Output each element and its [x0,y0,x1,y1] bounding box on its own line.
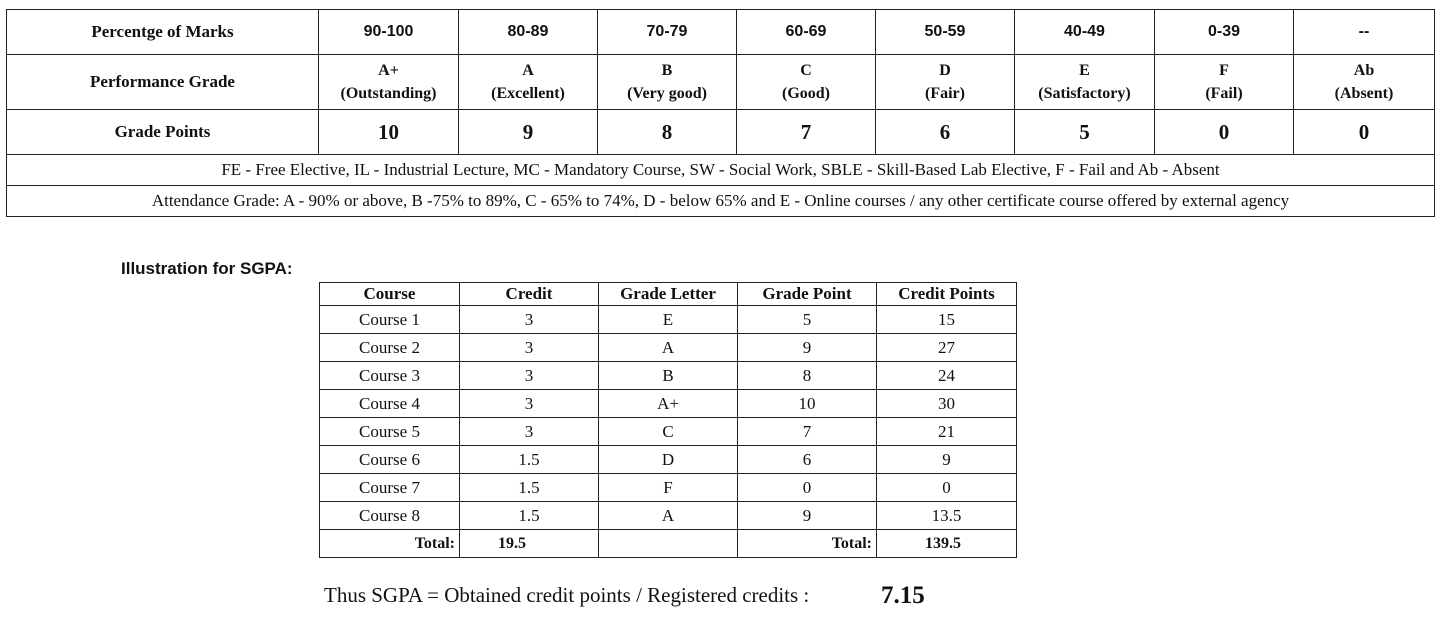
grade-cell [598,55,737,110]
marks-range: -- [1294,10,1435,55]
course-grade: F [599,474,738,502]
course-grade: A [599,502,738,530]
course-grade-point: 9 [738,334,877,362]
course-name: Course 3 [320,362,460,390]
column-header: Grade Letter [599,283,738,306]
sgpa-header-row [320,283,1017,306]
abbreviations-note: FE - Free Elective, IL - Industrial Lecture, MC - Mandatory Course, SW - Social Work, SBLE - Skill-Based Lab Elective, F - Fail and Ab - Absent [7,155,1435,186]
grade-point: 0 [1294,110,1435,155]
grade-label: Performance Grade [7,55,319,110]
course-grade: D [599,446,738,474]
table-row [320,502,1017,530]
sgpa-formula: Thus SGPA = Obtained credit points / Registered credits : [324,583,810,607]
table-row [320,334,1017,362]
course-grade-point: 9 [738,502,877,530]
grade-letter: E [1079,62,1090,79]
attendance-row [7,186,1435,217]
total-credit: 19.5 [460,530,599,558]
course-name: Course 8 [320,502,460,530]
grade-cell [459,55,598,110]
marks-range: 0-39 [1155,10,1294,55]
sgpa-value: 7.15 [881,582,925,609]
course-name: Course 6 [320,446,460,474]
empty-cell [599,530,738,558]
grade-description: (Good) [782,85,830,102]
table-row [320,362,1017,390]
course-credit-points: 13.5 [877,502,1017,530]
grade-letter: F [1219,62,1229,79]
course-credit: 1.5 [460,502,599,530]
course-name: Course 5 [320,418,460,446]
course-credit-points: 27 [877,334,1017,362]
abbreviations-row [7,155,1435,186]
course-grade-point: 6 [738,446,877,474]
course-credit: 3 [460,362,599,390]
marks-range: 70-79 [598,10,737,55]
course-credit: 3 [460,418,599,446]
table-row [320,474,1017,502]
marks-range: 80-89 [459,10,598,55]
grade-point: 9 [459,110,598,155]
grade-letter: A+ [378,62,399,79]
marks-range: 90-100 [319,10,459,55]
course-grade: A+ [599,390,738,418]
marks-range: 60-69 [737,10,876,55]
course-grade: A [599,334,738,362]
course-credit-points: 0 [877,474,1017,502]
grade-description: (Outstanding) [340,85,437,102]
grade-cell [737,55,876,110]
grade-point: 6 [876,110,1015,155]
course-credit: 3 [460,390,599,418]
grade-letter: D [939,62,951,79]
grade-point: 5 [1015,110,1155,155]
course-name: Course 1 [320,306,460,334]
course-grade: B [599,362,738,390]
course-grade: E [599,306,738,334]
course-credit-points: 30 [877,390,1017,418]
table-row [320,306,1017,334]
grade-letter: B [661,62,673,79]
grade-point: 10 [319,110,459,155]
grade-description: (Excellent) [491,85,565,102]
course-credit-points: 24 [877,362,1017,390]
total-credit-points: 139.5 [877,530,1017,558]
grade-letter: C [800,62,812,79]
course-credit: 1.5 [460,474,599,502]
marks-range: 40-49 [1015,10,1155,55]
course-credit-points: 9 [877,446,1017,474]
table-row [320,418,1017,446]
table-row [320,390,1017,418]
column-header: Course [320,283,460,306]
grade-description: (Very good) [627,85,707,102]
course-credit-points: 15 [877,306,1017,334]
attendance-note: Attendance Grade: A - 90% or above, B -75% to 89%, C - 65% to 74%, D - below 65% and E - Online courses / any other certificate course offered by external agency [7,186,1435,217]
grade-description: (Absent) [1334,85,1394,102]
grade-point: 0 [1155,110,1294,155]
grade-cell [1294,55,1435,110]
column-header: Credit Points [877,283,1017,306]
total-label: Total: [738,530,877,558]
grade-description: (Fair) [925,85,965,102]
grade-scale-table [6,9,1435,217]
marks-row [7,10,1435,55]
grade-letter: Ab [1353,62,1375,79]
marks-label: Percentge of Marks [7,10,319,55]
grade-cell [1155,55,1294,110]
course-grade: C [599,418,738,446]
course-grade-point: 7 [738,418,877,446]
grade-cell [876,55,1015,110]
grade-point: 7 [737,110,876,155]
grade-cell [319,55,459,110]
table-row [320,446,1017,474]
course-name: Course 7 [320,474,460,502]
course-grade-point: 10 [738,390,877,418]
course-credit: 3 [460,334,599,362]
column-header: Grade Point [738,283,877,306]
total-row [320,530,1017,558]
course-grade-point: 5 [738,306,877,334]
grade-letter: A [522,62,534,79]
grade-row [7,55,1435,110]
sgpa-table [319,282,1017,558]
points-row [7,110,1435,155]
grade-cell [1015,55,1155,110]
grade-description: (Fail) [1205,85,1243,102]
course-grade-point: 0 [738,474,877,502]
grade-point: 8 [598,110,737,155]
course-grade-point: 8 [738,362,877,390]
marks-range: 50-59 [876,10,1015,55]
grade-description: (Satisfactory) [1038,85,1131,102]
sgpa-heading: Illustration for SGPA: [121,259,293,278]
column-header: Credit [460,283,599,306]
course-credit-points: 21 [877,418,1017,446]
total-label: Total: [320,530,460,558]
course-credit: 1.5 [460,446,599,474]
course-name: Course 2 [320,334,460,362]
course-credit: 3 [460,306,599,334]
points-label: Grade Points [7,110,319,155]
course-name: Course 4 [320,390,460,418]
